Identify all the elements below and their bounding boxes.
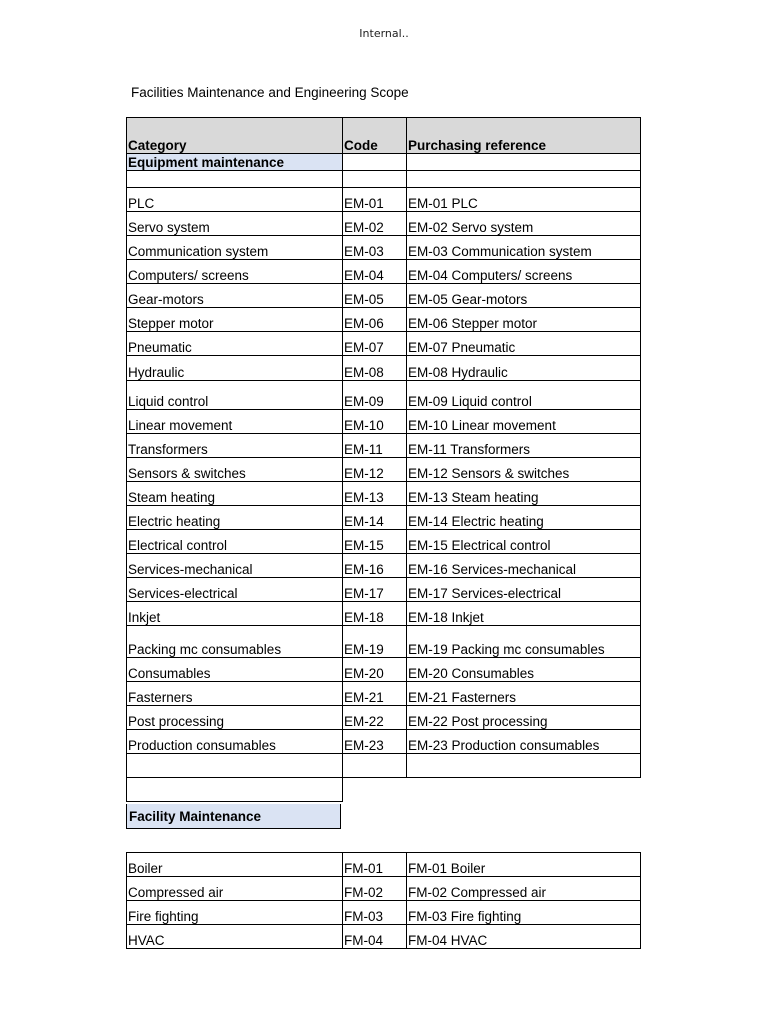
purchasing-reference-cell: EM-22 Post processing: [407, 706, 641, 730]
purchasing-reference-cell: EM-16 Services-mechanical: [407, 554, 641, 578]
code-cell: EM-13: [343, 482, 407, 506]
purchasing-reference-cell: EM-08 Hydraulic: [407, 356, 641, 381]
table-row: [127, 236, 641, 260]
category-cell: Liquid control: [127, 381, 343, 410]
table-header-row: [127, 118, 641, 154]
table-row: [127, 602, 641, 626]
code-cell: EM-03: [343, 236, 407, 260]
table-row: [127, 658, 641, 682]
code-cell: EM-17: [343, 578, 407, 602]
purchasing-reference-cell: EM-02 Servo system: [407, 212, 641, 236]
category-cell: Compressed air: [127, 877, 343, 901]
purchasing-reference-cell: EM-01 PLC: [407, 188, 641, 212]
code-cell: EM-21: [343, 682, 407, 706]
empty-cell: [407, 754, 641, 778]
purchasing-reference-cell: FM-03 Fire fighting: [407, 901, 641, 925]
category-cell: Fire fighting: [127, 901, 343, 925]
empty-cell: [127, 754, 343, 778]
blank-row: [127, 754, 641, 778]
category-cell: Electric heating: [127, 506, 343, 530]
code-cell: EM-10: [343, 410, 407, 434]
code-cell: EM-14: [343, 506, 407, 530]
category-cell: Electrical control: [127, 530, 343, 554]
empty-cell: [343, 778, 407, 802]
section-title-equipment: Equipment maintenance: [127, 154, 343, 171]
empty-cell: [343, 171, 407, 188]
code-cell: FM-04: [343, 925, 407, 949]
table-row: [127, 853, 641, 877]
code-cell: EM-23: [343, 730, 407, 754]
category-cell: HVAC: [127, 925, 343, 949]
header-code: Code: [343, 118, 407, 154]
code-cell: FM-02: [343, 877, 407, 901]
category-cell: PLC: [127, 188, 343, 212]
category-cell: Computers/ screens: [127, 260, 343, 284]
purchasing-reference-cell: EM-15 Electrical control: [407, 530, 641, 554]
category-cell: Transformers: [127, 434, 343, 458]
table-row: [127, 212, 641, 236]
code-cell: EM-09: [343, 381, 407, 410]
category-cell: Communication system: [127, 236, 343, 260]
section-title-facility: Facility Maintenance: [126, 804, 341, 829]
table-row: [127, 332, 641, 356]
table-row: [127, 730, 641, 754]
code-cell: EM-16: [343, 554, 407, 578]
purchasing-reference-cell: EM-12 Sensors & switches: [407, 458, 641, 482]
purchasing-reference-cell: FM-04 HVAC: [407, 925, 641, 949]
code-cell: EM-20: [343, 658, 407, 682]
category-cell: Hydraulic: [127, 356, 343, 381]
table-row: [127, 482, 641, 506]
empty-cell: [343, 754, 407, 778]
category-cell: Servo system: [127, 212, 343, 236]
empty-cell: [127, 171, 343, 188]
document-title: Facilities Maintenance and Engineering Scope: [131, 85, 409, 100]
purchasing-reference-cell: FM-02 Compressed air: [407, 877, 641, 901]
classification-label: Internal..: [359, 27, 409, 40]
purchasing-reference-cell: EM-17 Services-electrical: [407, 578, 641, 602]
category-cell: Sensors & switches: [127, 458, 343, 482]
table-row: [127, 284, 641, 308]
header-purchasing-reference: Purchasing reference: [407, 118, 641, 154]
empty-cell: [407, 171, 641, 188]
category-cell: Gear-motors: [127, 284, 343, 308]
category-cell: Services-electrical: [127, 578, 343, 602]
code-cell: EM-04: [343, 260, 407, 284]
code-cell: FM-01: [343, 853, 407, 877]
purchasing-reference-cell: EM-14 Electric heating: [407, 506, 641, 530]
category-cell: Boiler: [127, 853, 343, 877]
category-cell: Steam heating: [127, 482, 343, 506]
code-cell: EM-18: [343, 602, 407, 626]
purchasing-reference-cell: FM-01 Boiler: [407, 853, 641, 877]
table-row: [127, 554, 641, 578]
purchasing-reference-cell: EM-19 Packing mc consumables: [407, 626, 641, 658]
empty-cell: [407, 154, 641, 171]
purchasing-reference-cell: EM-04 Computers/ screens: [407, 260, 641, 284]
table-row: [127, 626, 641, 658]
table-row: [127, 308, 641, 332]
table-row: [127, 578, 641, 602]
purchasing-reference-cell: EM-21 Fasterners: [407, 682, 641, 706]
table-row: [127, 410, 641, 434]
purchasing-reference-cell: EM-03 Communication system: [407, 236, 641, 260]
category-cell: Post processing: [127, 706, 343, 730]
code-cell: EM-02: [343, 212, 407, 236]
table-row: [127, 381, 641, 410]
table-row: [127, 356, 641, 381]
category-cell: Linear movement: [127, 410, 343, 434]
table-row: [127, 925, 641, 949]
facility-maintenance-table: [126, 852, 641, 949]
category-cell: Stepper motor: [127, 308, 343, 332]
table-row: [127, 458, 641, 482]
category-cell: Inkjet: [127, 602, 343, 626]
blank-row: [127, 778, 641, 802]
equipment-maintenance-table: [126, 117, 641, 802]
code-cell: EM-22: [343, 706, 407, 730]
purchasing-reference-cell: EM-07 Pneumatic: [407, 332, 641, 356]
table-row: [127, 506, 641, 530]
empty-cell: [343, 154, 407, 171]
blank-row: [127, 171, 641, 188]
purchasing-reference-cell: EM-09 Liquid control: [407, 381, 641, 410]
category-cell: Consumables: [127, 658, 343, 682]
table-row: [127, 877, 641, 901]
code-cell: EM-15: [343, 530, 407, 554]
purchasing-reference-cell: EM-10 Linear movement: [407, 410, 641, 434]
purchasing-reference-cell: EM-18 Inkjet: [407, 602, 641, 626]
code-cell: FM-03: [343, 901, 407, 925]
table-row: [127, 706, 641, 730]
table-row: [127, 260, 641, 284]
header-category: Category: [127, 118, 343, 154]
category-cell: Services-mechanical: [127, 554, 343, 578]
table-row: [127, 530, 641, 554]
table-row: [127, 901, 641, 925]
code-cell: EM-01: [343, 188, 407, 212]
code-cell: EM-19: [343, 626, 407, 658]
table-row: [127, 188, 641, 212]
table-row: [127, 434, 641, 458]
empty-cell: [407, 778, 641, 802]
code-cell: EM-12: [343, 458, 407, 482]
category-cell: Production consumables: [127, 730, 343, 754]
section-row-equipment: [127, 154, 641, 171]
code-cell: EM-11: [343, 434, 407, 458]
category-cell: Fasterners: [127, 682, 343, 706]
purchasing-reference-cell: EM-05 Gear-motors: [407, 284, 641, 308]
code-cell: EM-07: [343, 332, 407, 356]
category-cell: Pneumatic: [127, 332, 343, 356]
code-cell: EM-06: [343, 308, 407, 332]
code-cell: EM-05: [343, 284, 407, 308]
purchasing-reference-cell: EM-20 Consumables: [407, 658, 641, 682]
purchasing-reference-cell: EM-23 Production consumables: [407, 730, 641, 754]
code-cell: EM-08: [343, 356, 407, 381]
purchasing-reference-cell: EM-13 Steam heating: [407, 482, 641, 506]
empty-cell: [127, 778, 343, 802]
purchasing-reference-cell: EM-11 Transformers: [407, 434, 641, 458]
table-row: [127, 682, 641, 706]
category-cell: Packing mc consumables: [127, 626, 343, 658]
purchasing-reference-cell: EM-06 Stepper motor: [407, 308, 641, 332]
